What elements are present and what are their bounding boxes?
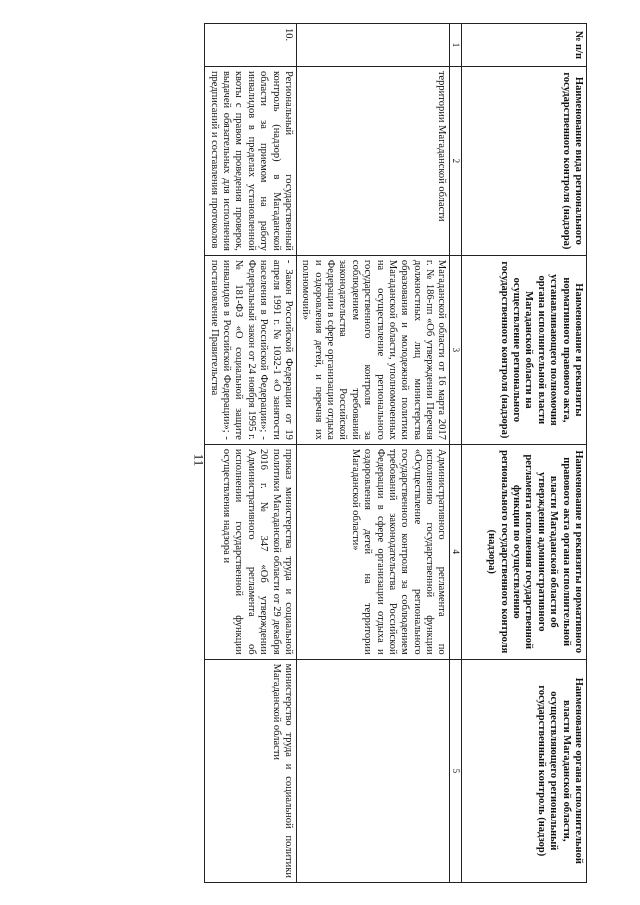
document-table-wrapper <box>208 23 587 883</box>
row-legal-act: Магаданской области от 16 марта 2017 г. № 186-пп «Об утверждении Перечня должностных лиц министерства образования и молодежной политики Магаданской области, уполномоченных на осуществление регионального государственного контроля за соблюдением требований законодательства Российской Федерации в сфере организации отдыха и оздоровления детей, и перечня их полномочий» <box>296 255 450 444</box>
row-legal-act: - Закон Российской Федерации от 19 апреля 1991 г. № 1032-1 «О занятости населения в Российской Федерации»; - Федеральный закон от 24 ноября 1995 г. № 181-ФЗ «О социальной защите инвалидов в Российской Федерации»; - постановление Правительства <box>205 255 297 444</box>
table-row <box>205 24 297 883</box>
page-number: 11 <box>191 453 207 467</box>
header-control-type: Наименование вида регионального государственного контроля (надзора) <box>462 66 587 255</box>
column-number: 1 <box>450 24 462 67</box>
row-number <box>296 24 450 67</box>
document-table <box>204 23 587 883</box>
row-control-type: территории Магаданской области <box>296 66 450 255</box>
column-number: 5 <box>450 659 462 882</box>
row-control-type: Региональный государственный контроль (надзор) в Магаданской области за приемом на работу инвалидов в пределах установленной квоты с правом проведения проверок, выдачей обязательных для исполнения предписаний и составления протоколов <box>205 66 297 255</box>
column-number: 4 <box>450 444 462 659</box>
row-regulation: приказ министерства труда и социальной политики Магаданской области от 29 декабря 2016 г. № 347 «Об утверждении Административного регламента об исполнении государственной функции осуществления надзора и <box>205 444 297 659</box>
row-authority: министерство труда и социальной политики Магаданской области <box>205 659 297 882</box>
row-authority <box>296 659 450 882</box>
column-number-row <box>450 24 462 883</box>
table-row <box>296 24 450 883</box>
column-number: 2 <box>450 66 462 255</box>
header-number: № п/п <box>462 24 587 67</box>
row-regulation: Административного регламента по исполнению государственной функции «Осуществление регионального государственного контроля за соблюдением требований законодательства Российской Федерации в сфере организации отдыха и оздоровления детей на территории Магаданской области» <box>296 444 450 659</box>
header-regulation: Наименование и реквизиты нормативного правового акта органа исполнительной власти Магаданской области об утверждении административного регламента исполнения государственной функции по осуществлению регионального государственного контроля (надзора) <box>462 444 587 659</box>
row-number: 10. <box>205 24 297 67</box>
header-row <box>462 24 587 883</box>
column-number: 3 <box>450 255 462 444</box>
header-authority: Наименование органа исполнительной власти Магаданской области, осуществляющего региональный государственный контроль (надзор) <box>462 659 587 882</box>
header-legal-act: Наименование и реквизиты нормативного правового акта, устанавливающего полномочия органа исполнительной власти Магаданской области на осуществление регионального государственного контроля (надзора) <box>462 255 587 444</box>
